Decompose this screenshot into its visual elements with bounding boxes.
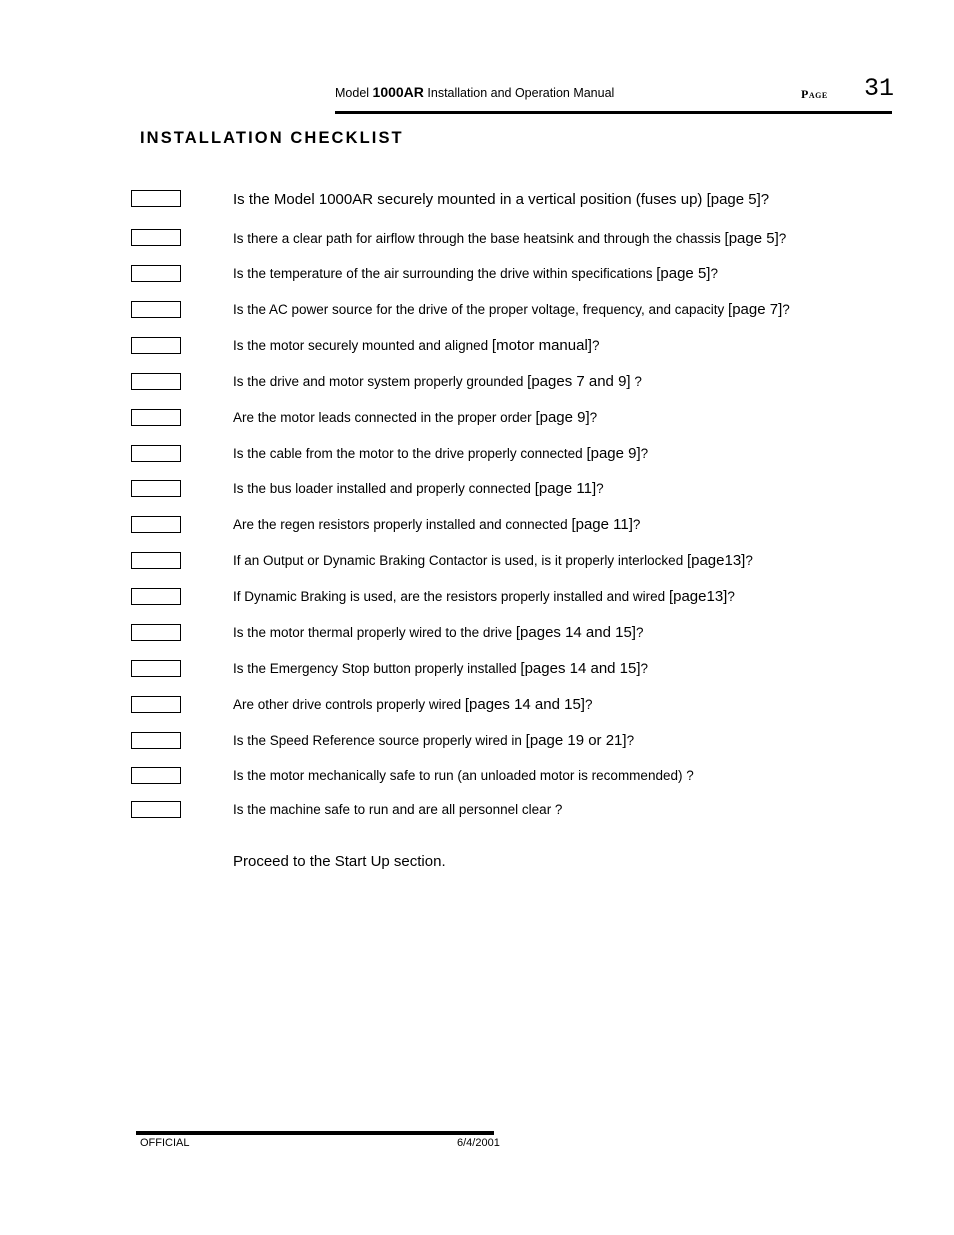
checklist-question-mark: ? (596, 481, 604, 496)
checklist-checkbox[interactable] (131, 552, 181, 569)
checklist-item-text (233, 301, 790, 318)
checklist-checkbox[interactable] (131, 409, 181, 426)
checklist-question: Is there a clear path for airflow through the base heatsink and through the chassis (233, 231, 725, 246)
checklist-checkbox[interactable] (131, 337, 181, 354)
checklist-item-text (233, 445, 648, 462)
checklist-page-reference: [page 11] (534, 480, 597, 497)
model-prefix: Model (335, 86, 370, 100)
checklist-question: Is the Speed Reference source properly wired in (233, 733, 526, 748)
checklist-question: Is the bus loader installed and properly connected (233, 481, 535, 496)
checklist-question: Is the Emergency Stop button properly installed (233, 661, 521, 676)
checklist-checkbox[interactable] (131, 480, 181, 497)
checklist-item-text (233, 624, 644, 641)
checklist-item-text (233, 230, 786, 247)
checklist-question-mark: ? (632, 517, 641, 532)
footer-date: 6/4/2001 (457, 1137, 500, 1149)
checklist-page-reference: [page 5] (656, 265, 711, 282)
checklist-page-reference: [page 11] (571, 516, 633, 533)
checklist-question-mark: ? (727, 589, 735, 604)
checklist-checkbox[interactable] (131, 660, 181, 677)
checklist-page-reference: [pages 14 and 15] (515, 624, 636, 641)
checklist-question-mark: ? (782, 302, 790, 317)
checklist-page-reference: [page13] (668, 588, 728, 605)
checklist-checkbox[interactable] (131, 190, 181, 207)
checklist-item-text (233, 588, 735, 605)
checklist-question-mark: ? (626, 733, 635, 748)
page-number: 31 (864, 74, 895, 103)
checklist-page-reference: [page 9] (535, 409, 590, 426)
checklist-question: Is the Model 1000AR securely mounted in a vertical position (fuses up) [page 5]? (233, 191, 770, 208)
checklist-checkbox[interactable] (131, 373, 181, 390)
checklist-item-text (233, 767, 694, 784)
checklist-question: If Dynamic Braking is used, are the resistors properly installed and wired (233, 589, 669, 604)
checklist-question: Are the regen resistors properly installed and connected (233, 517, 572, 532)
checklist-question: Is the motor thermal properly wired to the drive (233, 625, 516, 640)
checklist-question: Is the motor mechanically safe to run (an unloaded motor is recommended) ? (233, 768, 694, 783)
footer-rule (136, 1131, 494, 1135)
checklist-question-mark: ? (635, 625, 644, 640)
checklist-page-reference: [pages 7 and 9] (527, 373, 631, 390)
checklist-question: Is the cable from the motor to the drive properly connected (233, 446, 587, 461)
manual-title-text: Installation and Operation Manual (427, 86, 615, 100)
checklist-item-text (233, 191, 769, 208)
checklist-question: Is the drive and motor system properly grounded (233, 374, 528, 389)
checklist-page-reference: [pages 14 and 15] (520, 660, 641, 677)
checklist-page-reference: [page13] (686, 552, 746, 569)
checklist-question: Are other drive controls properly wired (233, 697, 465, 712)
checklist-item-text (233, 801, 562, 818)
checklist-item-text (233, 552, 753, 569)
checklist-page-reference: [page 7] (728, 301, 783, 318)
checklist-item-text (233, 409, 597, 426)
model-name: 1000AR (372, 84, 424, 100)
checklist-checkbox[interactable] (131, 588, 181, 605)
checklist-question-mark: ? (591, 338, 600, 353)
checklist-checkbox[interactable] (131, 624, 181, 641)
checklist-question: Is the motor securely mounted and aligned (233, 338, 492, 353)
checklist-question-mark: ? (584, 697, 593, 712)
checklist-item-text (233, 660, 648, 677)
checklist-item-text (233, 732, 634, 749)
checklist-checkbox[interactable] (131, 265, 181, 282)
checklist-item-text (233, 516, 640, 533)
checklist-question: Is the machine safe to run and are all personnel clear ? (233, 802, 563, 817)
checklist-question-mark: ? (710, 266, 718, 281)
page-label: Page (801, 87, 828, 101)
checklist-checkbox[interactable] (131, 516, 181, 533)
checklist-item-text (233, 337, 599, 354)
checklist-checkbox[interactable] (131, 229, 181, 246)
footer-official: OFFICIAL (140, 1137, 190, 1149)
checklist-checkbox[interactable] (131, 801, 181, 818)
checklist-question: Is the temperature of the air surrounding the drive within specifications (233, 266, 657, 281)
checklist-item-text (233, 265, 718, 282)
checklist-page-reference: [pages 14 and 15] (464, 696, 585, 713)
checklist-checkbox[interactable] (131, 732, 181, 749)
checklist-question-mark: ? (778, 231, 787, 246)
checklist-question: Is the AC power source for the drive of the proper voltage, frequency, and capacity (233, 302, 729, 317)
checklist-page-reference: [page 5] (724, 230, 779, 247)
checklist-checkbox[interactable] (131, 445, 181, 462)
checklist-question: Are the motor leads connected in the proper order (233, 410, 536, 425)
checklist-item-text (233, 696, 592, 713)
checklist-page-reference: [page 9] (586, 445, 641, 462)
checklist-question-mark: ? (630, 374, 642, 389)
checklist-item-text (233, 373, 642, 390)
checklist-checkbox[interactable] (131, 301, 181, 318)
checklist-question-mark: ? (640, 446, 649, 461)
checklist-checkbox[interactable] (131, 696, 181, 713)
checklist-question-mark: ? (745, 553, 753, 568)
checklist-page-reference: [page 19 or 21] (525, 732, 627, 749)
checklist-question: If an Output or Dynamic Braking Contactor is used, is it properly interlocked (233, 553, 687, 568)
checklist-page-reference: [motor manual] (491, 337, 592, 354)
checklist-question-mark: ? (589, 410, 598, 425)
section-title: INSTALLATION CHECKLIST (140, 129, 404, 147)
checklist-checkbox[interactable] (131, 767, 181, 784)
checklist-item-text (233, 480, 604, 497)
proceed-text: Proceed to the Start Up section. (233, 853, 446, 870)
checklist-question-mark: ? (640, 661, 649, 676)
